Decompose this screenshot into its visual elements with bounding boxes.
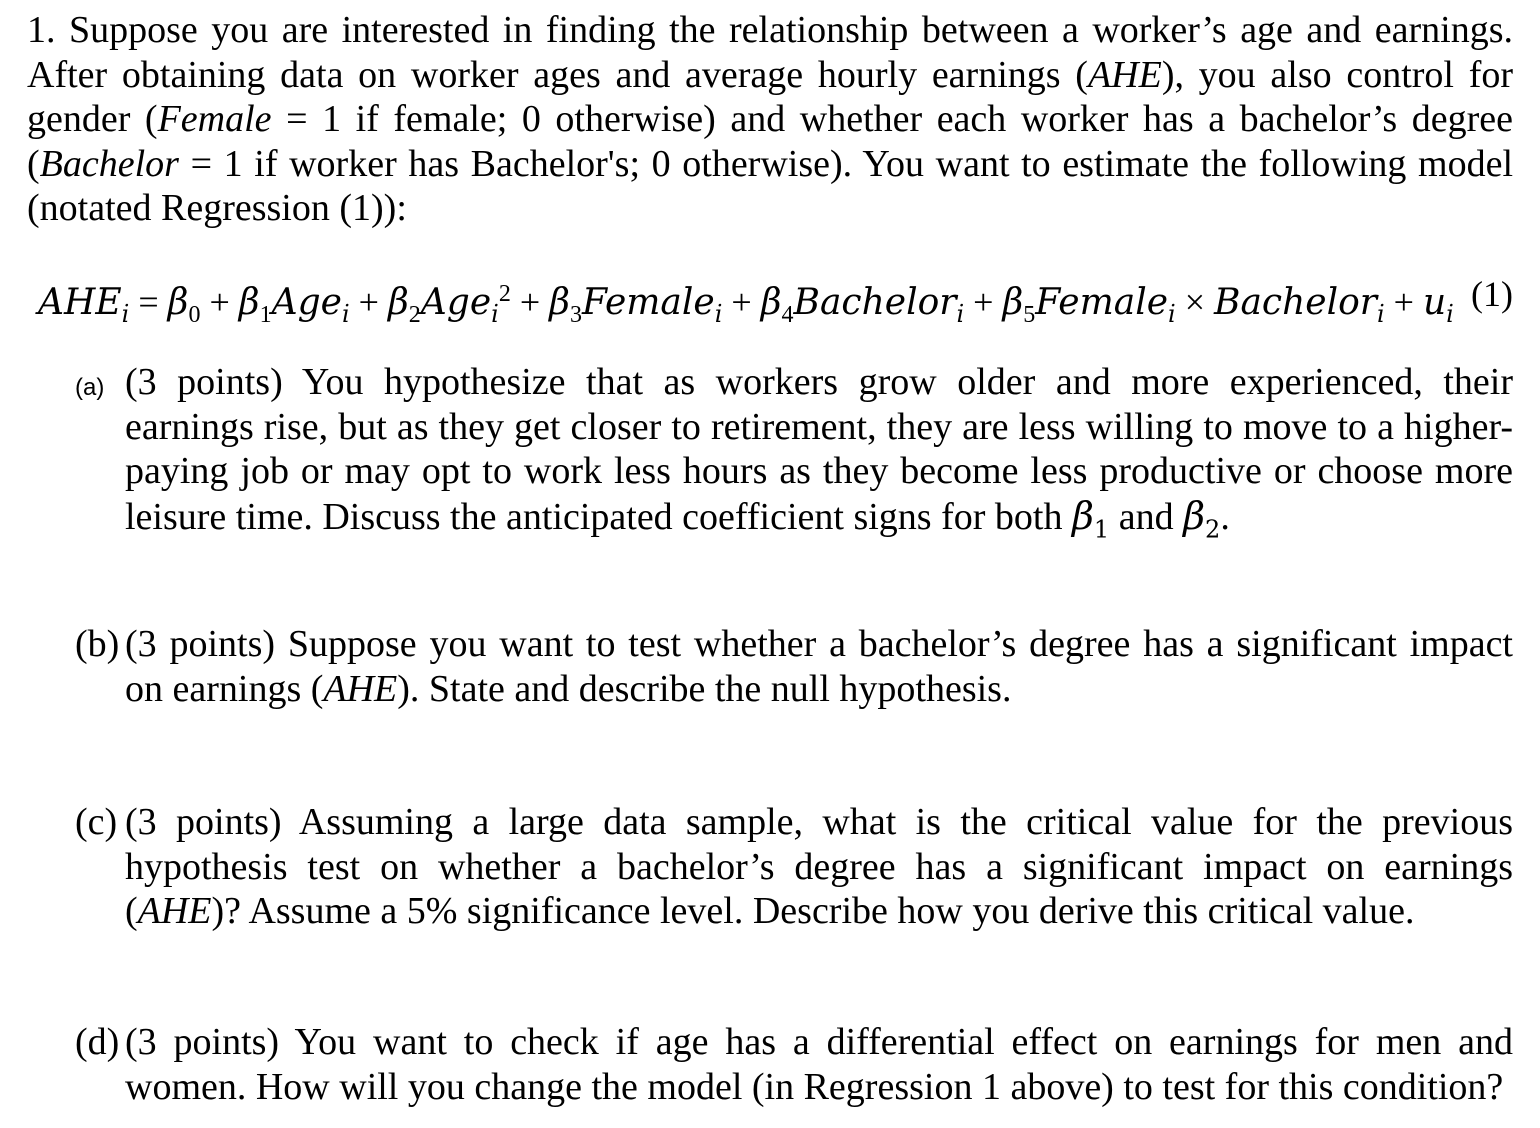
intro-ahe: AHE	[1087, 53, 1162, 96]
equation-body: $AHE_i = \beta_0 + \beta_1Age_i + \beta_2Age_i^2$ + $\beta_3Female_i$ + $\beta_4Bachelor_i$ + $\beta_5Female_i$ × Bachelor$_i$ + $u_i$	[38, 281, 1454, 329]
intro-text-3: = 1 if female; 0 otherwise) and whether each worker has a bachelor’s degree (	[27, 98, 1513, 185]
part-d-label: (d)	[75, 1021, 120, 1063]
part-b-text: (3 points) Suppose you want to test whether a bachelor’s degree has a significant impact on earnings (AHE). State and describe the null hypothesis.	[125, 623, 1513, 710]
part-c-label: (c)	[75, 801, 118, 843]
part-c-text: (3 points) Assuming a large data sample, what is the critical value for the previous hypothesis test on whether a bachelor’s degree has a significant impact on earnings (AHE)? Assume a 5% significance level. Describe how you derive this critical value.	[125, 801, 1513, 932]
part-a	[75, 360, 1513, 552]
part-d-text: (3 points) You want to check if age has a differential effect on earnings for men and women. How will you change the model (in Regression 1 above) to test for this condition?	[125, 1021, 1513, 1108]
intro-text-4: = 1 if worker has Bachelor's; 0 otherwise). You want to estimate the following model (notated Regression (1)):	[27, 142, 1513, 229]
question-intro	[27, 8, 1513, 231]
part-d	[75, 1020, 1513, 1109]
intro-text-2: ), you also control for gender (	[27, 53, 1514, 140]
equation-number: (1)	[1471, 274, 1513, 314]
part-a-label: (a)	[75, 374, 105, 401]
intro-bachelor: Bachelor	[39, 142, 179, 185]
part-b	[75, 622, 1513, 711]
part-a-text: (3 points) You hypothesize that as workers grow older and more experienced, their earnings rise, but as they get closer to retirement, they are less willing to move to a higher-paying job or may opt to work less hours as they become less productive or choose more leisure time. Discuss the anticipated coefficient signs for both $\beta_1$ and $\beta_2$.	[125, 361, 1513, 544]
part-c	[75, 800, 1513, 934]
intro-female: Female	[157, 98, 272, 140]
part-b-label: (b)	[75, 623, 120, 665]
intro-text-1: 1. Suppose you are interested in finding the relationship between a worker’s age and earnings. After obtaining data on worker ages and average hourly earnings (	[27, 9, 1513, 96]
regression-equation	[38, 272, 1513, 337]
